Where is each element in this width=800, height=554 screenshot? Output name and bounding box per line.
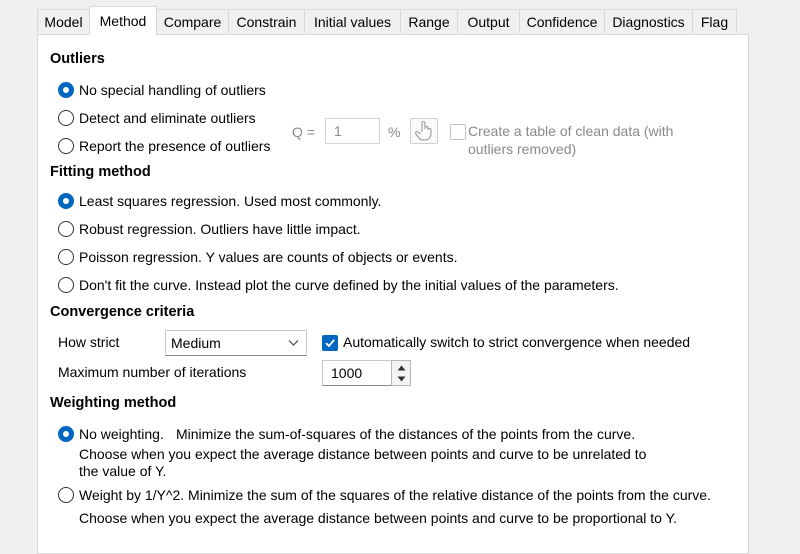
spin-down-icon[interactable] (397, 376, 406, 382)
max-iterations-input[interactable]: 1000 (322, 360, 392, 386)
tab-range[interactable]: Range (400, 9, 458, 33)
q-unit: % (388, 124, 401, 140)
radio-poisson-regression[interactable] (58, 249, 74, 265)
radio-label-report-presence: Report the presence of outliers (79, 138, 271, 154)
how-strict-select[interactable] (165, 330, 307, 356)
radio-label-poisson-regression: Poisson regression. Y values are counts of objects or events. (79, 249, 458, 265)
tab-diagnostics[interactable]: Diagnostics (604, 9, 693, 33)
q-input[interactable]: 1 (325, 118, 380, 144)
radio-detect-eliminate[interactable] (58, 110, 74, 126)
q-label: Q = (292, 124, 315, 140)
finger-pointer-icon (411, 119, 437, 143)
radio-label-no-special-handling: No special handling of outliers (79, 82, 266, 98)
convergence-heading: Convergence criteria (50, 304, 195, 320)
tab-confidence[interactable]: Confidence (519, 9, 605, 33)
outliers-heading: Outliers (50, 51, 105, 67)
radio-dont-fit[interactable] (58, 277, 74, 293)
spin-up-icon[interactable] (397, 365, 406, 371)
weight-by-1-over-y2-guidance: Choose when you expect the average distance between points and curve to be proportional to Y. (79, 510, 678, 526)
radio-no-special-handling[interactable] (58, 82, 74, 98)
tab-initial-values[interactable]: Initial values (304, 9, 401, 33)
tab-compare[interactable]: Compare (156, 9, 229, 33)
tab-method[interactable]: Method (89, 6, 157, 35)
radio-label-weight-by-1-over-y2: Weight by 1/Y^2. Minimize the sum of the squares of the relative distance of the points from the curve. (79, 487, 711, 503)
radio-robust-regression[interactable] (58, 221, 74, 237)
q-help-button[interactable] (410, 118, 438, 144)
how-strict-label: How strict (58, 334, 120, 350)
no-weighting-description: Minimize the sum-of-squares of the distances of the points from the curve. (176, 426, 636, 442)
radio-no-weighting[interactable] (58, 426, 74, 442)
tab-model[interactable]: Model (37, 9, 90, 33)
radio-least-squares[interactable] (58, 193, 74, 209)
clean-data-table-label-line1: Create a table of clean data (with (468, 123, 674, 139)
clean-data-table-label-line2: outliers removed) (468, 141, 577, 157)
tab-output[interactable]: Output (457, 9, 520, 33)
tab-bar (0, 0, 800, 34)
radio-label-dont-fit: Don't fit the curve. Instead plot the curve defined by the initial values of the parameters. (79, 277, 619, 293)
radio-label-detect-eliminate: Detect and eliminate outliers (79, 110, 256, 126)
auto-strict-convergence-checkbox[interactable] (322, 335, 338, 351)
max-iterations-spinner[interactable] (391, 360, 411, 386)
clean-data-table-checkbox[interactable] (450, 124, 466, 140)
no-weighting-guidance-line2: the value of Y. (79, 463, 167, 479)
radio-weight-by-1-over-y2[interactable] (58, 487, 74, 503)
checkmark-icon (323, 336, 337, 350)
chevron-down-icon (288, 339, 299, 347)
radio-report-presence[interactable] (58, 138, 74, 154)
fitting-method-heading: Fitting method (50, 164, 151, 180)
auto-strict-convergence-label: Automatically switch to strict convergence when needed (343, 334, 691, 350)
tab-flag[interactable]: Flag (692, 9, 737, 33)
radio-label-robust-regression: Robust regression. Outliers have little impact. (79, 221, 361, 237)
radio-label-no-weighting: No weighting. (79, 426, 164, 442)
radio-label-least-squares: Least squares regression. Used most commonly. (79, 193, 382, 209)
max-iterations-label: Maximum number of iterations (58, 364, 247, 380)
weighting-method-heading: Weighting method (50, 395, 177, 411)
no-weighting-guidance-line1: Choose when you expect the average distance between points and curve to be unrelated to (79, 446, 647, 462)
tab-constrain[interactable]: Constrain (228, 9, 305, 33)
how-strict-value: Medium (171, 335, 221, 351)
